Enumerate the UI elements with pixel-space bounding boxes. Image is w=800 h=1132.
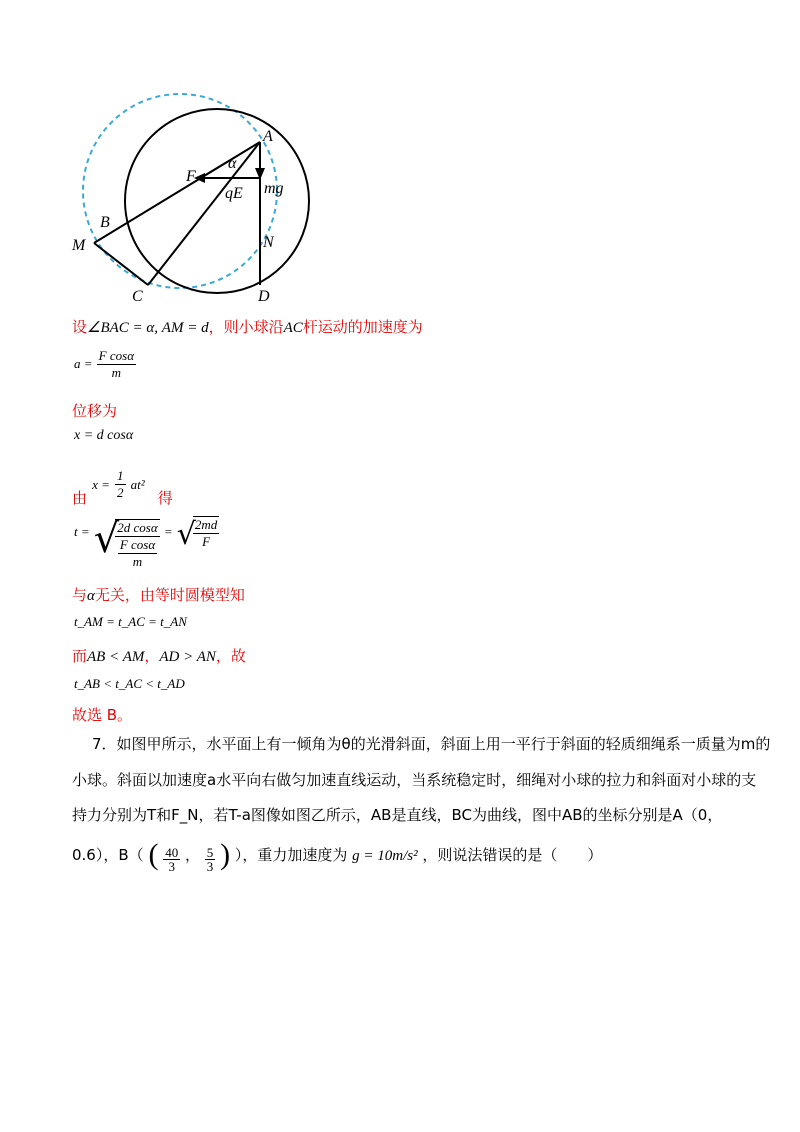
q7-frac1: [163, 846, 180, 873]
line-MC: [94, 243, 148, 285]
answer: 故选 B。: [72, 706, 133, 724]
line1-text: ，则小球沿: [208, 318, 284, 336]
from-num: 1: [117, 468, 124, 483]
from-label: 由: [72, 489, 88, 507]
q7-line1: 7．如图甲所示，水平面上有一倾角为θ的光滑斜面，斜面上用一平行于斜面的轻质细绳系一质量为m的: [92, 735, 771, 753]
q7-line4-a: 0.6），B（: [72, 846, 144, 864]
label-qE: qE: [225, 185, 243, 202]
and-math1: AB < AM: [87, 649, 145, 665]
displacement-eq: x = d cosα: [74, 428, 134, 443]
t-lhs: t =: [74, 524, 90, 539]
q7-paren-open: (: [148, 838, 159, 871]
from-fraction: [115, 468, 126, 501]
and-line: [72, 645, 246, 666]
label-alpha: α: [228, 155, 237, 172]
accel-den: m: [97, 364, 136, 381]
line1-suffix: 杆运动的加速度为: [302, 318, 423, 336]
t-right-fraction: [193, 516, 219, 550]
line1-math: ∠BAC = α, AM = d: [87, 320, 209, 336]
t-sqrt-sign-2: √: [176, 517, 196, 552]
t-inner: [115, 536, 159, 570]
indep-line: [72, 584, 245, 605]
label-B: B: [100, 214, 110, 231]
and-math2: AD > AN: [159, 649, 216, 665]
q7-gravity: g = 10m/s²: [352, 848, 418, 864]
t-big-fraction: [115, 519, 159, 570]
label-D: D: [258, 288, 270, 305]
label-M: M: [72, 237, 86, 254]
from-suffix: 得: [157, 489, 173, 507]
q7-line4: [72, 840, 602, 873]
label-F: F: [186, 168, 196, 185]
q7-sep: ，: [185, 846, 201, 864]
t-formula: [74, 512, 219, 570]
line1-prefix: 设: [72, 318, 88, 336]
label-A: A: [263, 128, 273, 145]
t-num: 2d cosα: [117, 520, 158, 535]
from-eq-rhs: at²: [130, 477, 145, 492]
accel-lhs: a =: [74, 356, 93, 371]
t-num2: 2md: [194, 516, 218, 532]
q7-line2: 小球。斜面以加速度a水平向右做匀加速直线运动，当系统稳定时，细绳对小球的拉力和斜面对小球的支: [72, 771, 757, 789]
and-sep: ，: [144, 647, 160, 665]
t-inner-fraction: [118, 537, 157, 570]
accel-formula: [74, 348, 136, 381]
t-sqrt-sign-1: √: [93, 516, 120, 562]
circle-figure: [60, 85, 320, 305]
from-den: 2: [117, 485, 124, 500]
t-inner-den: m: [118, 553, 157, 570]
indep-text: 无关，由等时圆模型知: [94, 586, 245, 604]
label-mg: mg: [264, 180, 284, 197]
q7-frac1-den: 3: [163, 859, 180, 873]
indep-alpha: α: [87, 588, 95, 604]
t-inner-num: F cosα: [119, 537, 156, 552]
q7-line3: 持力分别为T和F_N，若T-a图像如图乙所示，AB是直线，BC为曲线，图中AB的坐标分别是A（0，: [72, 806, 723, 824]
accel-num: F cosα: [98, 348, 135, 363]
q7-frac1-num: 40: [165, 845, 179, 860]
from-line: [72, 468, 173, 507]
q7-frac2-den: 3: [206, 859, 214, 874]
from-eq-lhs: x =: [92, 477, 110, 492]
label-C: C: [132, 288, 143, 305]
ineq: t_AB < t_AC < t_AD: [74, 676, 185, 691]
t-eq: =: [163, 524, 173, 539]
equal-times: t_AM = t_AC = t_AN: [74, 614, 187, 629]
accel-fraction: [97, 348, 136, 381]
q7-line4-b: ），重力加速度为: [234, 846, 348, 864]
q7-frac2: [205, 846, 216, 873]
solution-line1: [72, 316, 423, 337]
and-prefix: 而: [72, 647, 88, 665]
solid-circle: [125, 109, 309, 293]
q7-paren-close: ): [220, 838, 231, 871]
label-N: N: [263, 234, 274, 251]
line1-math2: AC: [283, 320, 303, 336]
and-suffix: ，故: [215, 647, 246, 665]
indep-prefix: 与: [72, 586, 88, 604]
q7-line4-c: ，则说法错误的是（ ）: [422, 846, 603, 864]
displacement-label: 位移为: [72, 402, 118, 420]
q7-frac2-num: 5: [206, 845, 214, 860]
t-den2: F: [193, 533, 219, 550]
